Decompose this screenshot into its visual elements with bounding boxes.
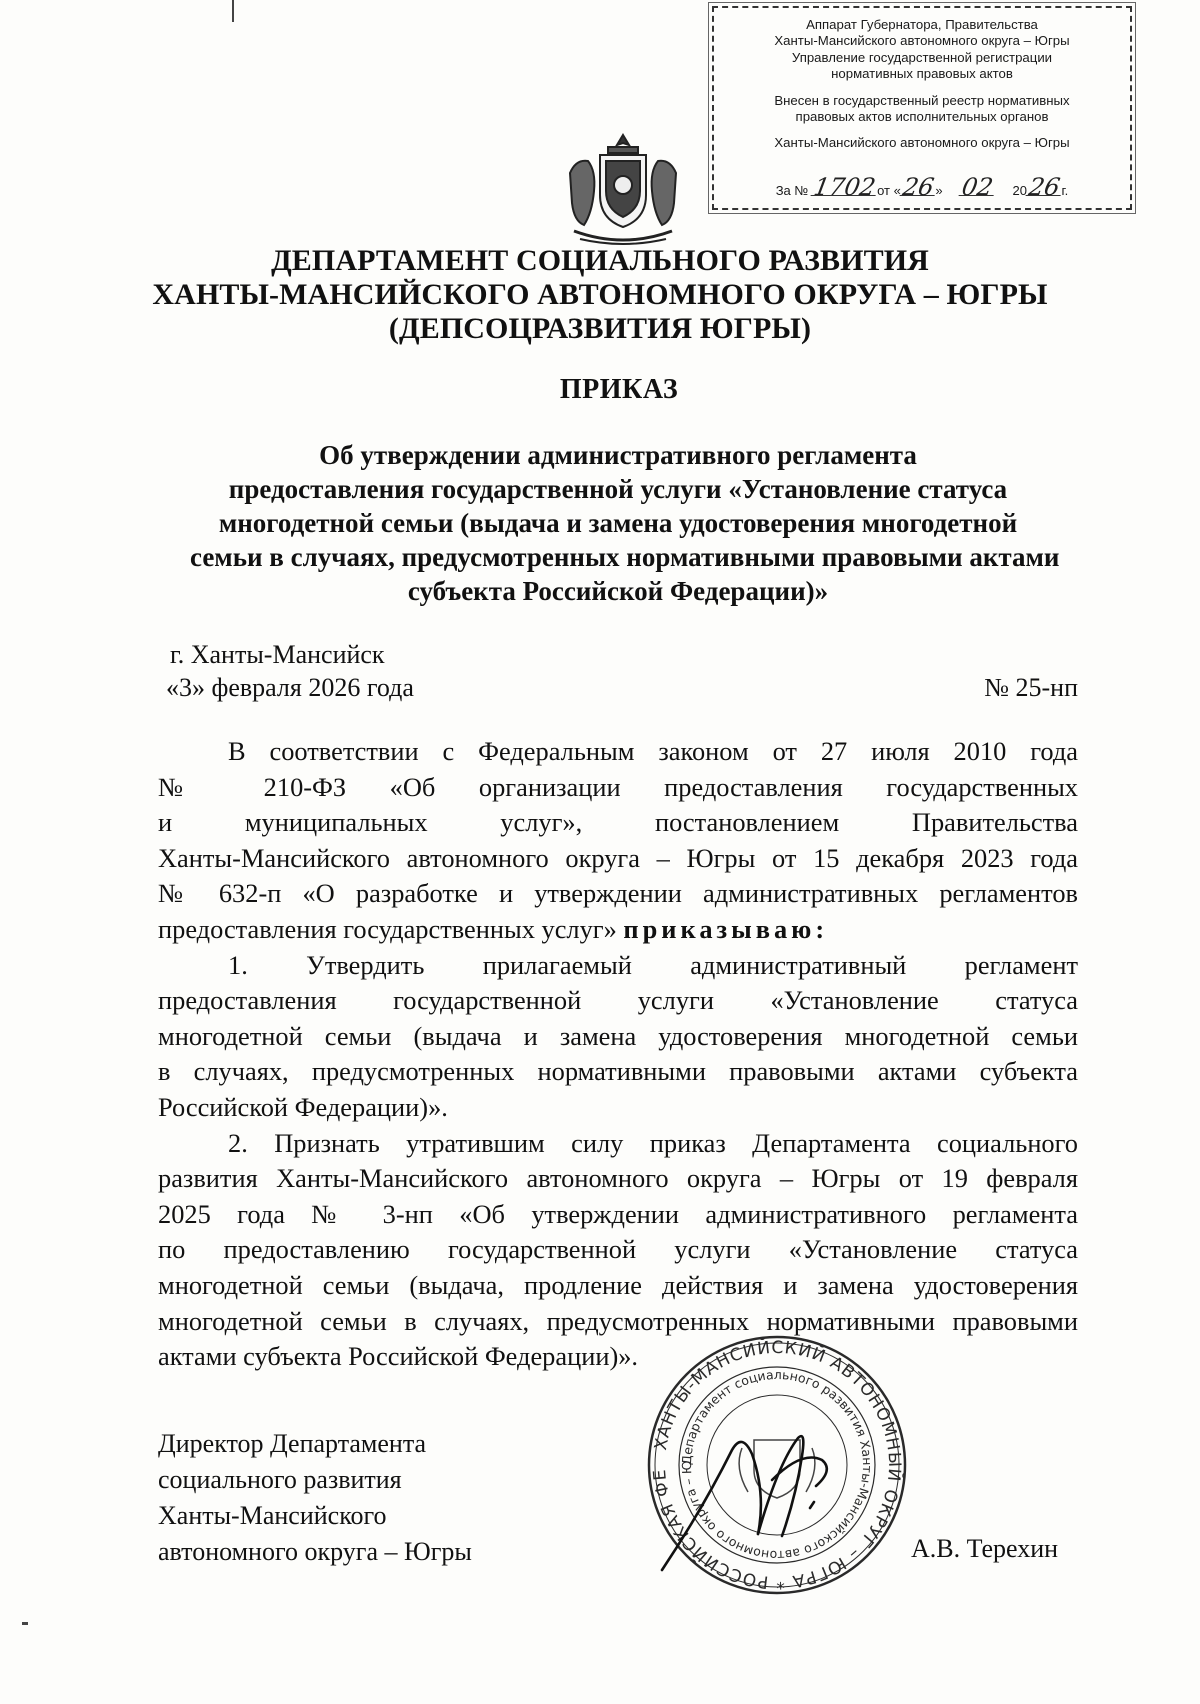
order-body bbox=[158, 734, 1078, 1375]
subject-line: субъекта Российской Федерации)» bbox=[407, 576, 829, 606]
scan-artifact bbox=[232, 0, 234, 22]
body-line: Ханты-Мансийского автономного округа – Югры от 15 декабря 2023 года bbox=[158, 842, 1078, 873]
signatory-title-line: социального развития bbox=[158, 1465, 402, 1494]
document-type-title: ПРИКАЗ bbox=[559, 374, 679, 405]
order-directive-word: приказываю: bbox=[623, 913, 829, 944]
item1-line: в случаях, предусмотренных нормативными правовыми актами субъекта bbox=[158, 1056, 1078, 1087]
subject-line: многодетной семьи (выдача и замена удостоверения многодетной bbox=[218, 508, 1018, 538]
body-line-text: предоставления государственных услуг» bbox=[158, 913, 617, 944]
signatory-name: А.В. Терехин bbox=[911, 1534, 1059, 1563]
signatory-title-line: Директор Департамента bbox=[158, 1429, 427, 1458]
stamp-line: Ханты-Мансийского автономного округа – Югры bbox=[774, 33, 1070, 49]
body-line: В соответствии с Федеральным законом от 27 июля 2010 года bbox=[228, 736, 1078, 766]
issue-date: «3» февраля 2026 года bbox=[166, 673, 414, 702]
stamp-line: Управление государственной регистрации bbox=[791, 49, 1053, 65]
stamp-number-label: За № bbox=[775, 183, 809, 198]
handwritten-month: 02 bbox=[959, 173, 996, 201]
item1-line: предоставления государственной услуги «Установление статуса bbox=[158, 985, 1078, 1016]
signatory-title bbox=[158, 1426, 472, 1570]
handwritten-reg-number: 1702 bbox=[811, 173, 878, 201]
item1-line: 1. Утвердить прилагаемый административный регламент bbox=[228, 949, 1078, 980]
item2-line: 2. Признать утратившим силу приказ Департамента социального bbox=[228, 1127, 1078, 1158]
subject-line: семьи в случаях, предусмотренных нормативными правовыми актами bbox=[190, 542, 1060, 572]
department-name: ДЕПАРТАМЕНТ СОЦИАЛЬНОГО РАЗВИТИЯ bbox=[271, 244, 929, 277]
stamp-year-prefix: 20 bbox=[1012, 183, 1027, 198]
body-line: и муниципальных услуг», постановлением Правительства bbox=[158, 807, 1078, 838]
item1-line: Российской Федерации)». bbox=[158, 1091, 448, 1122]
stamp-quote: » bbox=[935, 183, 943, 198]
item2-line: многодетной семьи в случаях, предусмотренных нормативными правовыми bbox=[158, 1305, 1078, 1336]
stamp-line: Аппарат Губернатора, Правительства bbox=[806, 17, 1038, 32]
signatory-title-line: Ханты-Мансийского bbox=[158, 1501, 387, 1530]
item2-line: многодетной семьи (выдача, продление действия и замена удостоверения bbox=[158, 1269, 1078, 1300]
body-line bbox=[158, 912, 1078, 948]
stamp-line: Внесен в государственный реестр нормативных bbox=[774, 92, 1070, 108]
stamp-from-label: от « bbox=[877, 183, 901, 198]
item2-line: по предоставлению государственной услуги «Установление статуса bbox=[158, 1234, 1078, 1265]
body-line: № 632-п «О разработке и утверждении административных регламентов bbox=[158, 878, 1078, 909]
seal-inner-text: Департамент социального развития Ханты-Мансийского автономного округа – Ю bbox=[678, 1366, 876, 1564]
department-abbreviation: (ДЕПСОЦРАЗВИТИЯ ЮГРЫ) bbox=[388, 312, 812, 345]
handwritten-year: 26 bbox=[1026, 173, 1063, 201]
stamp-line: Ханты-Мансийского автономного округа – Югры bbox=[774, 135, 1070, 151]
subject-line: Об утверждении административного регламента bbox=[319, 440, 917, 470]
scan-artifact bbox=[22, 1622, 28, 1625]
stamp-line: нормативных правовых актов bbox=[831, 66, 1013, 82]
item2-line: 2025 года № 3-нп «Об утверждении административного регламента bbox=[158, 1198, 1078, 1229]
order-number: № 25-нп bbox=[984, 673, 1078, 702]
region-name: ХАНТЫ-МАНСИЙСКОГО АВТОНОМНОГО ОКРУГА – ЮГРЫ bbox=[152, 278, 1048, 311]
stamp-line: правовых актов исполнительных органов bbox=[795, 109, 1049, 125]
coat-of-arms-icon bbox=[560, 133, 686, 245]
subject-line: предоставления государственной услуги «Установление статуса bbox=[228, 474, 1008, 504]
handwritten-day: 26 bbox=[900, 173, 936, 201]
stamp-year-suffix: г. bbox=[1061, 183, 1069, 198]
signatory-title-line: автономного округа – Югры bbox=[158, 1537, 472, 1566]
official-seal bbox=[642, 1330, 912, 1600]
item1-line: многодетной семьи (выдача и замена удостоверения многодетной семьи bbox=[158, 1020, 1078, 1051]
issue-place: г. Ханты-Мансийск bbox=[170, 640, 385, 669]
item2-line: актами субъекта Российской Федерации)». bbox=[158, 1341, 639, 1372]
order-subject bbox=[190, 438, 1060, 608]
item2-line: развития Ханты-Мансийского автономного округа – Югры от 19 февраля bbox=[158, 1163, 1078, 1194]
body-line: № 210-ФЗ «Об организации предоставления государственных bbox=[158, 771, 1078, 802]
stamp-registration-row bbox=[714, 173, 1130, 201]
seal-outer-text: ХАНТЫ-МАНСИЙСКИЙ АВТОНОМНЫЙ ОКРУГ – ЮГРА * РОССИЙСКАЯ ФЕ bbox=[649, 1337, 905, 1593]
registration-stamp bbox=[712, 6, 1132, 210]
